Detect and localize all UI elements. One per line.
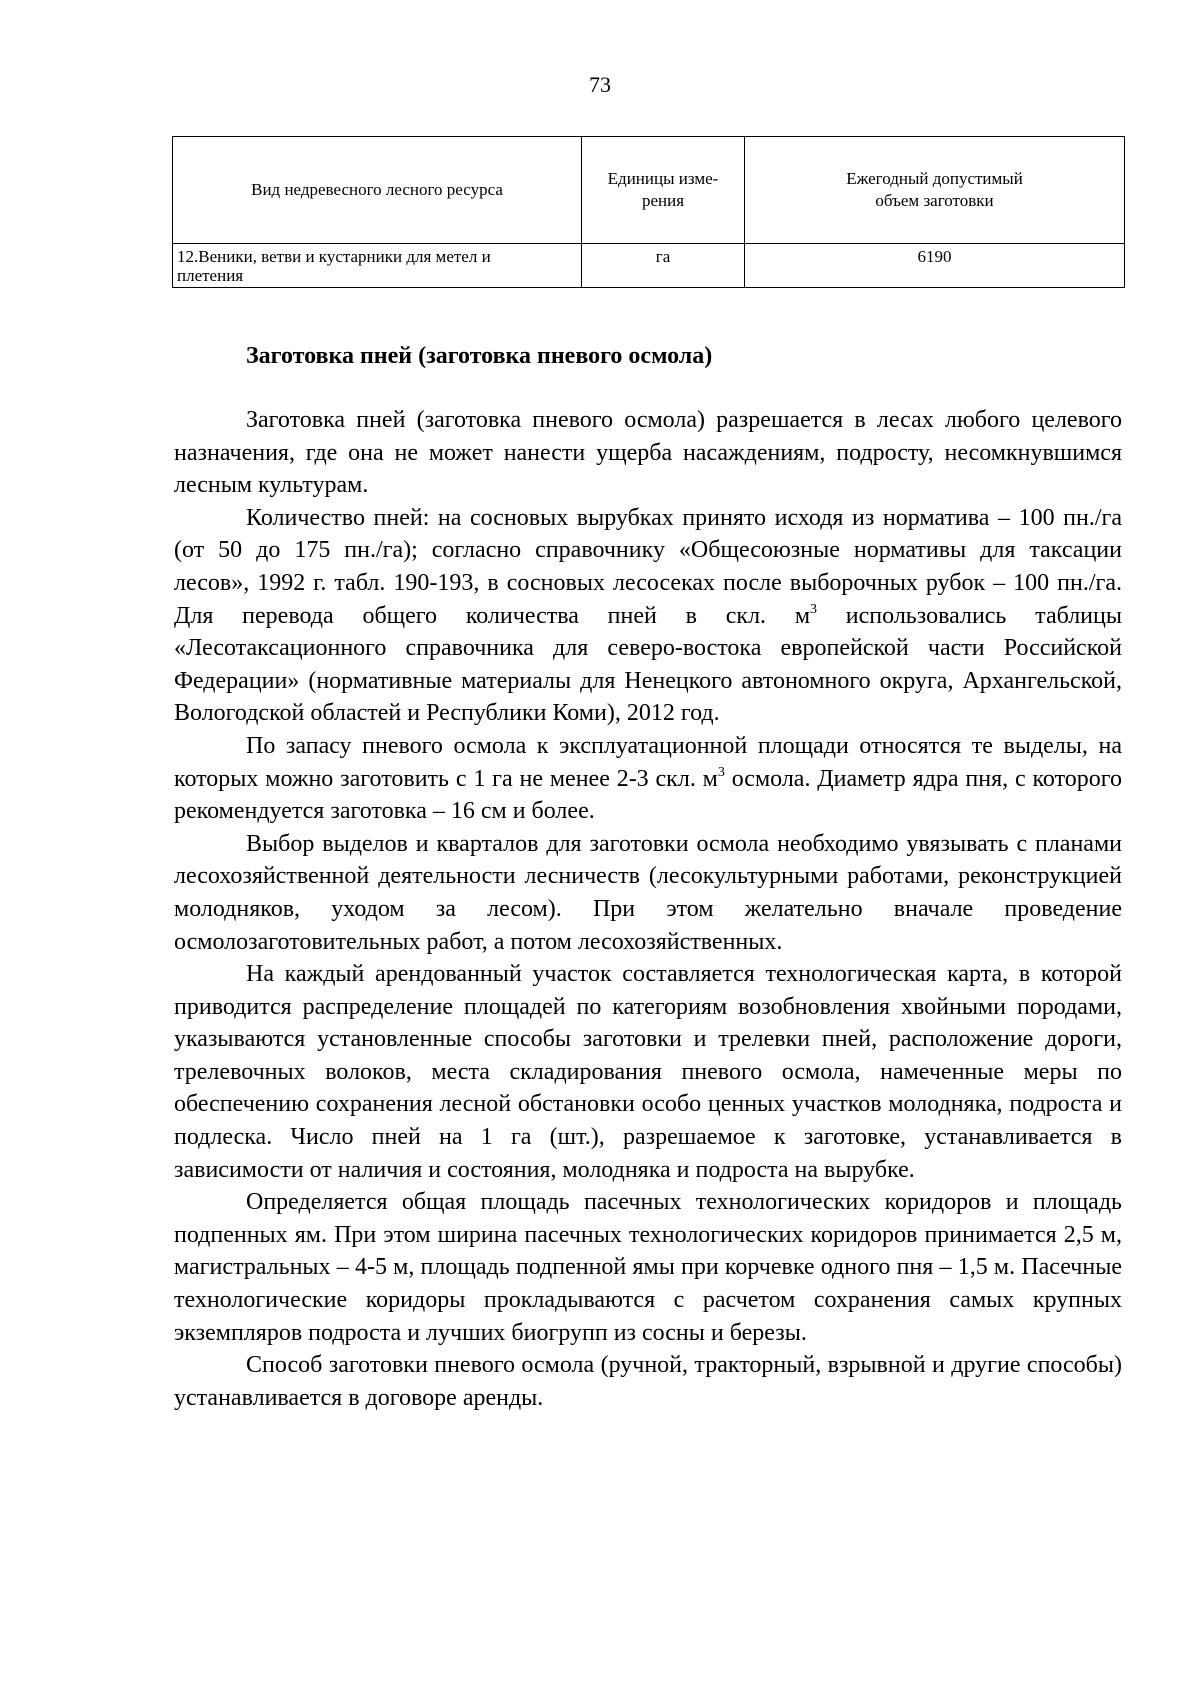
- table-cell-volume: 6190: [745, 244, 1125, 288]
- table-cell-unit: га: [582, 244, 745, 288]
- paragraph: Выбор выделов и кварталов для заготовки осмола необходимо увязывать с планами лесохозяйственной деятельности лесничеств (лесокультурными работами, реконструкцией молодняков, уходом за лесом). При этом желательно вначале проведение осмолозаготовительных работ, а потом лесохозяйственных.: [174, 830, 1122, 955]
- paragraph: На каждый арендованный участок составляется технологическая карта, в которой приводится распределение площадей по категориям возобновления хвойными породами, указываются установленные способы заготовки и трелевки пней, расположение дороги, трелевочных волоков, места складирования пневого осмола, намеченные меры по обеспечению сохранения лесной обстановки особо ценных участков молодняка, подроста и подлеска. Число пней на 1 га (шт.), разрешаемое к заготовке, устанавливается в зависимости от наличия и состояния, молодняка и подроста на вырубке.: [174, 961, 1122, 1183]
- table-header-resource-type: Вид недревесного лесного ресурса: [173, 137, 582, 244]
- paragraph-text: По запасу пневого осмола к эксплуатационной площади относятся те выделы, на которых можно заготовить с 1 га не менее 2-3 скл. м: [174, 732, 1122, 792]
- paragraph: [174, 502, 1122, 730]
- paragraph: [174, 730, 1122, 828]
- table-row: [173, 244, 1125, 288]
- table-header-unit: [582, 137, 745, 244]
- table-header-unit-line: рения: [641, 191, 685, 210]
- paragraph-text: осмола. Диаметр ядра пня, с которого рекомендуется заготовка – 16 см и более.: [174, 765, 1123, 825]
- page-number: 73: [589, 72, 611, 97]
- table-header-volume-line: объем заготовки: [875, 191, 994, 210]
- non-timber-resource-table: [172, 136, 1125, 288]
- section-heading: Заготовка пней (заготовка пневого осмола): [246, 343, 713, 369]
- paragraph: Способ заготовки пневого осмола (ручной, тракторный, взрывной и другие способы) устанавливается в договоре аренды.: [174, 1352, 1122, 1411]
- paragraph-text: Количество пней: на сосновых вырубках принято исходя из норматива – 100 пн./га (от 50 до 175 пн./га); согласно справочнику «Общесоюзные нормативы для таксации лесов», 1992 г. табл. 190-193, в сосновых лесосеках после выборочных рубок – 100 пн./га. Для перевода общего количества пней в скл. м: [174, 504, 1122, 629]
- table-cell-resource: [173, 244, 582, 288]
- paragraph-text: использовались таблицы «Лесотаксационного справочника для северо-востока европейской части Российской Федерации» (нормативные материалы для Ненецкого автономного округа, Архангельской, Вологодской областей и Республики Коми), 2012 год.: [174, 602, 1122, 727]
- body-text: [174, 404, 1122, 1414]
- paragraph: Определяется общая площадь пасечных технологических коридоров и площадь подпенных ям. При этом ширина пасечных технологических коридоров принимается 2,5 м, магистральных – 4-5 м, площадь подпенной ямы при корчевке одного пня – 1,5 м. Пасечные технологические коридоры прокладываются с расчетом сохранения самых крупных экземпляров подроста и лучших биогрупп из сосны и березы.: [174, 1189, 1122, 1346]
- table-header-unit-line: Единицы изме-: [607, 169, 719, 188]
- table-cell-resource-line: 12.Веники, ветви и кустарники для метел и: [177, 247, 491, 266]
- table-header-annual-volume: [745, 137, 1125, 244]
- table-header-volume-line: Ежегодный допустимый: [846, 169, 1023, 188]
- table-cell-resource-line: плетения: [177, 266, 244, 285]
- superscript: 3: [717, 764, 725, 780]
- superscript: 3: [810, 601, 818, 617]
- table-header-row: [173, 137, 1125, 244]
- paragraph: Заготовка пней (заготовка пневого осмола) разрешается в лесах любого целевого назначения, где она не может нанести ущерба насаждениям, подросту, несомкнувшимся лесным культурам.: [174, 407, 1122, 499]
